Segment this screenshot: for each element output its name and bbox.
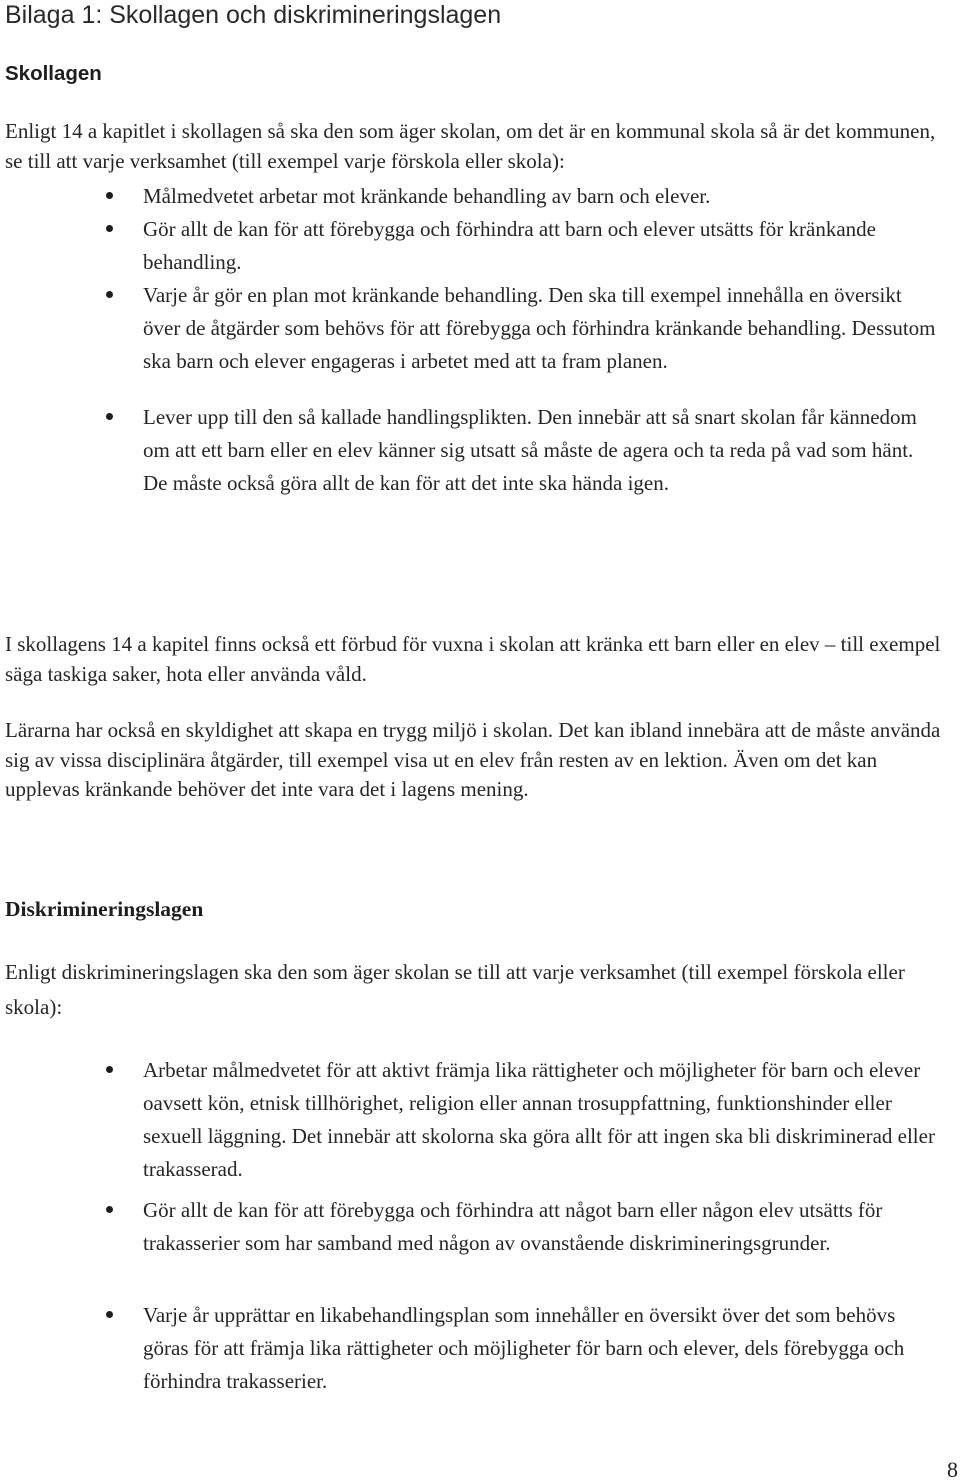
section-heading-skollagen: Skollagen [5,62,102,85]
skollagen-intro: Enligt 14 a kapitlet i skollagen så ska den som äger skolan, om det är en kommunal skola så är det kommunen, se till att varje verksamhet (till exempel varje förskola eller skola): [5,119,936,173]
page-number: 8 [947,1457,958,1482]
bullet-dot [106,225,113,232]
list-item: Varje år upprättar en likabehandlingsplan som innehåller en översikt över det som behövs göras för att främja lika rättigheter och möjligheter för barn och elever, dels förebygga och förhindra trakasserier. [0,1299,943,1398]
list-item: Varje år gör en plan mot kränkande behandling. Den ska till exempel innehålla en översikt över de åtgärder som behövs för att förebygga och förhindra kränkande behandling. Dessutom ska barn och elever engageras i arbetet med att ta fram planen. [0,279,943,378]
bullet-dot [106,291,113,298]
list-item: Målmedvetet arbetar mot kränkande behandling av barn och elever. [0,180,943,213]
section-heading-diskrimineringslagen: Diskrimineringslagen [5,897,204,921]
diskriminering-bullet-list [0,1054,960,1398]
bullet-dot [106,413,113,420]
list-item: Lever upp till den så kallade handlingsplikten. Den innebär att så snart skolan får kännedom om att ett barn eller en elev känner sig utsatt så måste de agera och ta reda på vad som hänt. De måste också göra allt de kan för att det inte ska hända igen. [0,401,943,500]
bullet-dot [106,192,113,199]
skollagen-bullet-list [0,180,960,500]
bullet-dot [106,1206,113,1213]
list-item: Gör allt de kan för att förebygga och förhindra att något barn eller någon elev utsätts för trakasserier som har samband med någon av ovanstående diskrimineringsgrunder. [0,1194,943,1260]
diskriminering-intro: Enligt diskrimineringslagen ska den som äger skolan se till att varje verksamhet (till exempel förskola eller skola): [5,960,905,1019]
skollagen-larare-paragraph: Lärarna har också en skyldighet att skapa en trygg miljö i skolan. Det kan ibland innebära att de måste använda sig av vissa disciplinära åtgärder, till exempel visa ut en elev från resten av en lektion. Även om det kan upplevas kränkande behöver det inte vara det i lagens mening. [5,718,941,801]
bullet-dot [106,1311,113,1318]
bullet-dot [106,1066,113,1073]
list-item: Arbetar målmedvetet för att aktivt främja lika rättigheter och möjligheter för barn och elever oavsett kön, etnisk tillhörighet, religion eller annan trosuppfattning, funktionshinder eller sexuell läggning. Det innebär att skolorna ska göra allt för att ingen ska bli diskriminerad eller trakasserad. [0,1054,943,1186]
skollagen-forbud-paragraph: I skollagens 14 a kapitel finns också ett förbud för vuxna i skolan att kränka ett barn eller en elev – till exempel säga taskiga saker, hota eller använda våld. [5,632,941,686]
list-item: Gör allt de kan för att förebygga och förhindra att barn och elever utsätts för kränkande behandling. [0,213,943,279]
page-title: Bilaga 1: Skollagen och diskrimineringslagen [5,1,502,29]
